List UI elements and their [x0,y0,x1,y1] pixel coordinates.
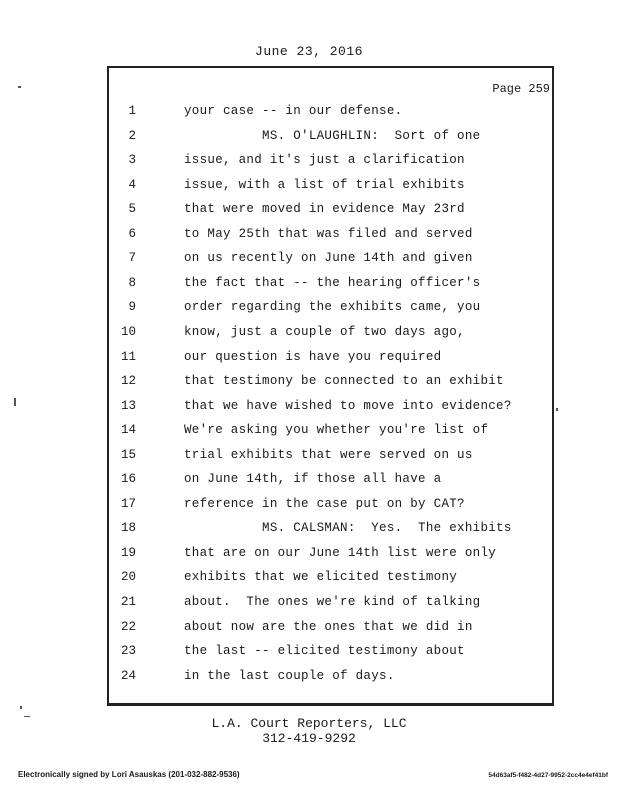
scan-speck [14,398,16,406]
transcript-line [0,567,618,587]
line-number: 21 [120,595,136,609]
line-number: 9 [128,300,136,315]
line-text: your case -- in our defense. [184,104,403,118]
line-number: 5 [128,202,136,217]
line-number: 2 [128,128,136,143]
line-number: 17 [120,496,136,511]
transcript-line [0,494,618,514]
line-number: 16 [120,472,136,487]
line-text: trial exhibits that were served on us [184,447,473,462]
line-text: order regarding the exhibits came, you [184,300,481,315]
line-text: MS. O'LAUGHLIN: Sort of one [184,128,481,143]
transcript-line [0,248,618,268]
transcript-line [0,469,618,489]
transcript-line [0,101,618,121]
line-text: issue, and it's just a clarification [184,153,465,168]
transcript-line [0,126,618,146]
transcript-line [0,322,618,342]
transcript-line [0,617,618,637]
transcript-line [0,199,618,219]
transcript-line [0,420,618,440]
line-number: 22 [120,619,136,634]
court-reporter-phone: 312-419-9292 [262,731,356,746]
line-text: reference in the case put on by CAT? [184,496,465,511]
line-number: 6 [128,226,136,241]
line-text: to May 25th that was filed and served [184,226,473,241]
line-number: 15 [120,447,136,462]
transcript-line [0,518,618,538]
transcript-line [0,396,618,416]
line-text: We're asking you whether you're list of [184,423,489,438]
line-number: 14 [120,423,136,438]
transcript-line [0,543,618,563]
line-text: issue, with a list of trial exhibits [184,177,465,192]
line-text: about now are the ones that we did in [184,619,473,634]
line-text: that testimony be connected to an exhibit [184,374,504,389]
line-number: 24 [120,668,136,683]
scan-speck [24,716,30,717]
line-text: on us recently on June 14th and given [184,251,473,266]
page-date: June 23, 2016 [255,44,363,59]
line-number: 1 [128,104,136,118]
line-number: 19 [120,545,136,560]
page-number: Page 259 [492,82,550,96]
line-number: 7 [128,251,136,266]
transcript-line [0,150,618,170]
line-number: 13 [120,398,136,413]
transcript-line [0,592,618,612]
transcript-line [0,666,618,686]
transcript-line [0,297,618,317]
line-number: 11 [120,349,136,364]
line-number: 8 [128,275,136,290]
line-text: exhibits that we elicited testimony [184,570,458,585]
line-text: that are on our June 14th list were only [184,545,497,560]
line-text: that we have wished to move into evidence? [184,398,512,413]
transcript-line [0,175,618,195]
line-text: in the last couple of days. [184,668,395,683]
line-text: about. The ones we're kind of talking [184,595,481,609]
scan-speck [18,86,21,88]
line-text: MS. CALSMAN: Yes. The exhibits [184,521,512,536]
line-text: that were moved in evidence May 23rd [184,202,465,217]
line-number: 23 [120,644,136,659]
scan-speck [20,706,22,709]
transcript-line [0,224,618,244]
line-number: 10 [120,324,136,339]
line-text: know, just a couple of two days ago, [184,324,465,339]
court-reporter-company: L.A. Court Reporters, LLC [211,716,407,731]
scan-speck [556,408,558,411]
line-number: 3 [128,153,136,168]
line-text: on June 14th, if those all have a [184,472,442,487]
document-id: 54d63af5-f482-4d27-9952-2cc4e4ef41bf [488,772,608,779]
line-text: our question is have you required [184,349,442,364]
line-number: 18 [120,521,136,536]
line-number: 4 [128,177,136,192]
line-text: the fact that -- the hearing officer's [184,275,481,290]
electronic-signature: Electronically signed by Lori Asauskas (201-032-882-9536) [18,770,240,779]
line-text: the last -- elicited testimony about [184,644,465,659]
transcript-line [0,445,618,465]
transcript-line [0,347,618,367]
transcript-line [0,641,618,661]
transcript-line [0,371,618,391]
line-number: 20 [120,570,136,585]
line-number: 12 [120,374,136,389]
transcript-line [0,273,618,293]
